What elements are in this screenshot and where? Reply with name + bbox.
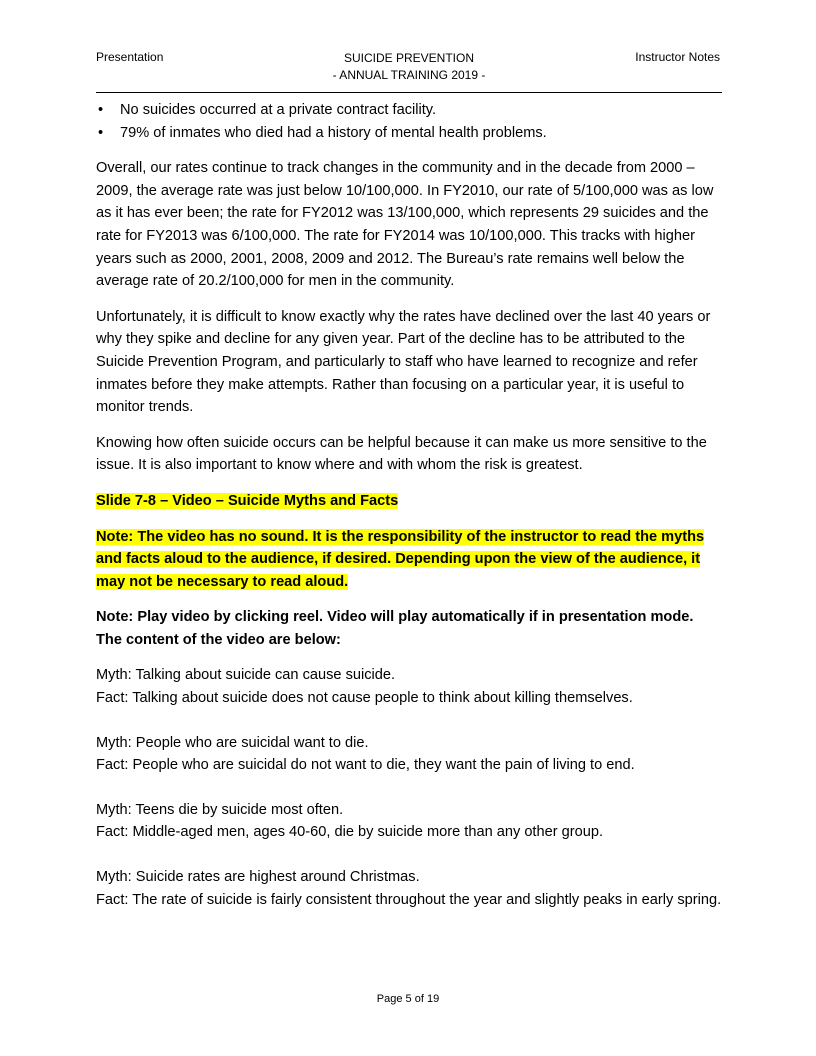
bullet-item: • 79% of inmates who died had a history of mental health problems. — [96, 122, 722, 145]
header-title-line2: - ANNUAL TRAINING 2019 - — [332, 68, 486, 82]
myth-line: Myth: People who are suicidal want to die. — [96, 734, 369, 751]
myth-line: Myth: Suicide rates are highest around Christmas. — [96, 869, 420, 886]
spacer — [96, 777, 722, 799]
fact-line: Fact: The rate of suicide is fairly consistent throughout the year and slightly peaks in early spring. — [96, 891, 722, 908]
paragraph-knowing: Knowing how often suicide occurs can be helpful because it can make us more sensitive to the issue. It is also important to know where and with whom the risk is greatest. — [96, 434, 707, 474]
slide-heading: Slide 7-8 – Video – Suicide Myths and Facts — [96, 492, 399, 509]
fact-line: Fact: Middle-aged men, ages 40-60, die by suicide more than any other group. — [96, 824, 604, 841]
slide-heading-wrap — [96, 490, 722, 513]
myth-fact-item — [96, 664, 722, 709]
fact-line: Fact: Talking about suicide does not cause people to think about killing themselves. — [96, 690, 633, 707]
note-sound-wrap — [96, 526, 722, 594]
header-left-label: Presentation — [96, 50, 164, 64]
bullet-list — [96, 99, 722, 144]
note-sound: Note: The video has no sound. It is the responsibility of the instructor to read the myths and facts aloud to the audience, if desired. Depending upon the view of the audience, it may not be necessary to read aloud. — [96, 528, 705, 590]
header-title-line1: SUICIDE PREVENTION — [343, 51, 475, 65]
header-title — [96, 50, 722, 84]
page-header — [96, 50, 722, 93]
myth-fact-item — [96, 866, 722, 911]
paragraph-rates: Overall, our rates continue to track changes in the community and in the decade from 2000 – 2009, the average rate was just below 10/100,000. In FY2010, our rate of 5/100,000 was as low as it has ever been; the rate for FY2012 was 13/100,000, which represents 29 suicides and the rate for FY2013 was 6/100,000. The rate for FY2014 was 10/100,000. This tracks with higher years such as 2000, 2001, 2008, 2009 and 2012. The Bureau’s rate remains well below the average rate of 20.2/100,000 for men in the community. — [96, 160, 714, 290]
myth-fact-item — [96, 732, 722, 777]
bullet-item: • No suicides occurred at a private contract facility. — [96, 99, 722, 122]
document-body — [96, 99, 722, 911]
spacer — [96, 844, 722, 866]
page-number: Page 5 of 19 — [376, 993, 440, 1005]
header-right-label: Instructor Notes — [635, 50, 720, 64]
fact-line: Fact: People who are suicidal do not want to die, they want the pain of living to end. — [96, 757, 635, 774]
spacer — [96, 710, 722, 732]
myth-line: Myth: Talking about suicide can cause suicide. — [96, 667, 396, 684]
myth-fact-item — [96, 799, 722, 844]
paragraph-decline: Unfortunately, it is difficult to know exactly why the rates have declined over the last 40 years or why they spike and decline for any given year. Part of the decline has to be attributed to the Suicide Prevention Program, and particularly to staff who have learned to recognize and refer inmates before they make attempts. Rather than focusing on a particular year, it is useful to monitor trends. — [96, 308, 711, 416]
note-play: Note: Play video by clicking reel. Video will play automatically if in presentation mode. The content of the video are below: — [96, 609, 694, 648]
myth-line: Myth: Teens die by suicide most often. — [96, 801, 344, 818]
